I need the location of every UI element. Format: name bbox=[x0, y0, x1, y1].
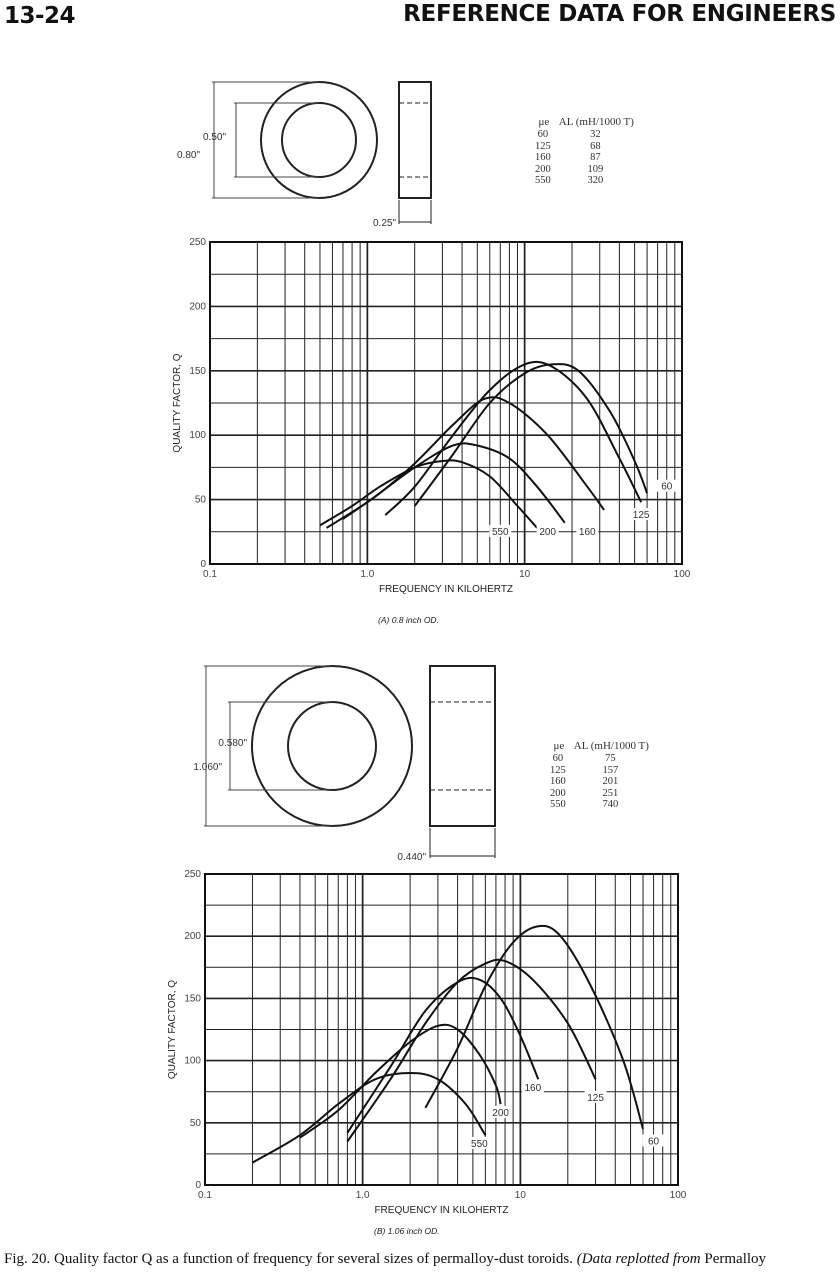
y-tick-label: 200 bbox=[189, 301, 206, 313]
permeability-legend-a bbox=[535, 116, 640, 187]
curve-label-mu-200: 200 bbox=[539, 526, 557, 538]
curve-label-mu-60: 60 bbox=[648, 1136, 660, 1148]
curve-label-mu-160: 160 bbox=[578, 526, 596, 538]
legend-mu-value: 200 bbox=[535, 163, 551, 175]
inner-diameter-label: 0.50" bbox=[202, 132, 226, 143]
x-axis-label: FREQUENCY IN KILOHERTZ bbox=[378, 584, 514, 595]
x-tick-label: 10 bbox=[519, 569, 531, 580]
toroid-outer-circle bbox=[252, 666, 412, 826]
legend-mu-value: 125 bbox=[550, 764, 566, 776]
curve-label-mu-160: 160 bbox=[524, 1082, 542, 1094]
caption-main: Fig. 20. Quality factor Q as a function of frequency for several sizes of permalloy-dust toroids. bbox=[4, 1251, 574, 1267]
toroid-side-view bbox=[399, 82, 431, 224]
legend-row bbox=[535, 141, 640, 153]
q-curve-mu-200 bbox=[300, 1025, 501, 1138]
toroid-top-view bbox=[252, 666, 412, 826]
legend-al-value: 251 bbox=[602, 787, 619, 799]
toroid-side-view bbox=[430, 666, 495, 858]
height-label: 0.25" bbox=[372, 218, 396, 229]
legend-row bbox=[550, 765, 655, 777]
x-tick-label: 0.1 bbox=[198, 1190, 212, 1201]
figure-b-svg bbox=[0, 660, 840, 1250]
inner-diameter-label: 0.580" bbox=[218, 738, 247, 749]
legend-row bbox=[550, 799, 655, 811]
legend-mu-value: 550 bbox=[550, 799, 566, 810]
y-axis-label: QUALITY FACTOR, Q bbox=[167, 979, 178, 1080]
q-curve-mu-200 bbox=[327, 443, 565, 528]
legend-mu-value: 60 bbox=[552, 753, 564, 764]
y-tick-label: 50 bbox=[194, 494, 206, 506]
legend-mu-value: 60 bbox=[537, 129, 549, 140]
dimension-lines-a bbox=[212, 82, 319, 198]
toroid-inner-circle bbox=[288, 702, 376, 790]
y-tick-label: 200 bbox=[184, 931, 201, 943]
y-axis-label: QUALITY FACTOR, Q bbox=[172, 353, 183, 453]
y-tick-label: 150 bbox=[189, 365, 206, 377]
figure-a-svg bbox=[0, 60, 840, 640]
q-curve-mu-550 bbox=[253, 1073, 486, 1163]
curve-label-mu-125: 125 bbox=[632, 510, 650, 522]
figure-panel-a bbox=[0, 60, 840, 640]
legend-mu-value: 550 bbox=[535, 175, 551, 186]
y-tick-label: 0 bbox=[195, 1180, 201, 1191]
curve-label-mu-550: 550 bbox=[471, 1138, 488, 1150]
q-curve-mu-125 bbox=[347, 960, 595, 1142]
legend-row bbox=[550, 788, 655, 800]
legend-al-value: 201 bbox=[602, 776, 619, 787]
legend-mu-value: 160 bbox=[535, 152, 551, 163]
figure-panel-b bbox=[0, 660, 840, 1250]
y-tick-label: 50 bbox=[189, 1117, 201, 1129]
legend-row bbox=[535, 175, 640, 187]
x-tick-label: 10 bbox=[514, 1190, 526, 1201]
y-tick-label: 250 bbox=[184, 869, 201, 880]
curve-label-mu-200: 200 bbox=[492, 1107, 509, 1119]
page-number: 13-24 bbox=[4, 3, 76, 29]
x-tick-label: 100 bbox=[669, 1190, 687, 1201]
legend-al-value: 32 bbox=[590, 129, 601, 140]
curve-label-mu-125: 125 bbox=[587, 1092, 604, 1104]
y-tick-label: 250 bbox=[189, 237, 206, 248]
x-tick-label: 1.0 bbox=[355, 1190, 370, 1201]
y-tick-label: 100 bbox=[189, 430, 206, 442]
q-curve-mu-160 bbox=[343, 397, 604, 519]
caption-source: (Data replotted from bbox=[576, 1251, 701, 1267]
x-tick-label: 0.1 bbox=[203, 569, 217, 580]
x-tick-label: 100 bbox=[673, 569, 691, 580]
legend-mu-header: μe bbox=[553, 740, 565, 752]
legend-row bbox=[535, 152, 640, 164]
subcaption-b: (B) 1.06 inch OD. bbox=[374, 1226, 440, 1236]
chart-b bbox=[167, 869, 687, 1216]
curve-label-mu-550: 550 bbox=[491, 526, 509, 538]
y-tick-label: 0 bbox=[200, 559, 206, 570]
legend-al-value: 75 bbox=[605, 753, 616, 764]
page-header bbox=[0, 0, 840, 34]
outer-diameter-label: 0.80" bbox=[176, 150, 200, 161]
toroid-top-view bbox=[261, 82, 377, 198]
legend-row bbox=[535, 164, 640, 176]
toroid-inner-circle bbox=[282, 103, 356, 177]
legend-al-value: 87 bbox=[590, 152, 601, 163]
legend-al-value: 320 bbox=[587, 175, 604, 186]
caption-tail: Permalloy bbox=[704, 1251, 767, 1267]
y-tick-label: 100 bbox=[184, 1055, 201, 1067]
legend-al-value: 68 bbox=[590, 140, 601, 152]
page-title: REFERENCE DATA FOR ENGINEERS bbox=[403, 1, 836, 27]
legend-mu-header: μe bbox=[538, 116, 550, 128]
chart-a bbox=[172, 237, 691, 595]
outer-diameter-label: 1.060" bbox=[193, 762, 222, 773]
toroid-outer-circle bbox=[261, 82, 377, 198]
height-label: 0.440" bbox=[397, 852, 426, 863]
y-tick-label: 150 bbox=[184, 993, 201, 1005]
subcaption-a: (A) 0.8 inch OD. bbox=[378, 615, 439, 625]
legend-mu-value: 160 bbox=[550, 776, 566, 787]
figure-caption bbox=[4, 1251, 840, 1268]
permeability-legend-b bbox=[550, 740, 655, 811]
x-tick-label: 1.0 bbox=[360, 569, 375, 580]
legend-al-value: 109 bbox=[587, 163, 604, 175]
legend-al-value: 740 bbox=[602, 799, 619, 810]
legend-al-value: 157 bbox=[602, 764, 619, 776]
x-axis-label: FREQUENCY IN KILOHERTZ bbox=[374, 1205, 509, 1216]
legend-al-header: AL (mH/1000 T) bbox=[573, 740, 649, 752]
legend-mu-value: 200 bbox=[550, 787, 566, 799]
legend-row bbox=[535, 129, 640, 141]
legend-row bbox=[550, 753, 655, 765]
legend-al-header: AL (mH/1000 T) bbox=[558, 116, 634, 128]
q-curve-mu-125 bbox=[385, 362, 641, 515]
legend-row bbox=[550, 776, 655, 788]
legend-mu-value: 125 bbox=[535, 140, 551, 152]
curve-label-mu-60: 60 bbox=[661, 481, 673, 493]
